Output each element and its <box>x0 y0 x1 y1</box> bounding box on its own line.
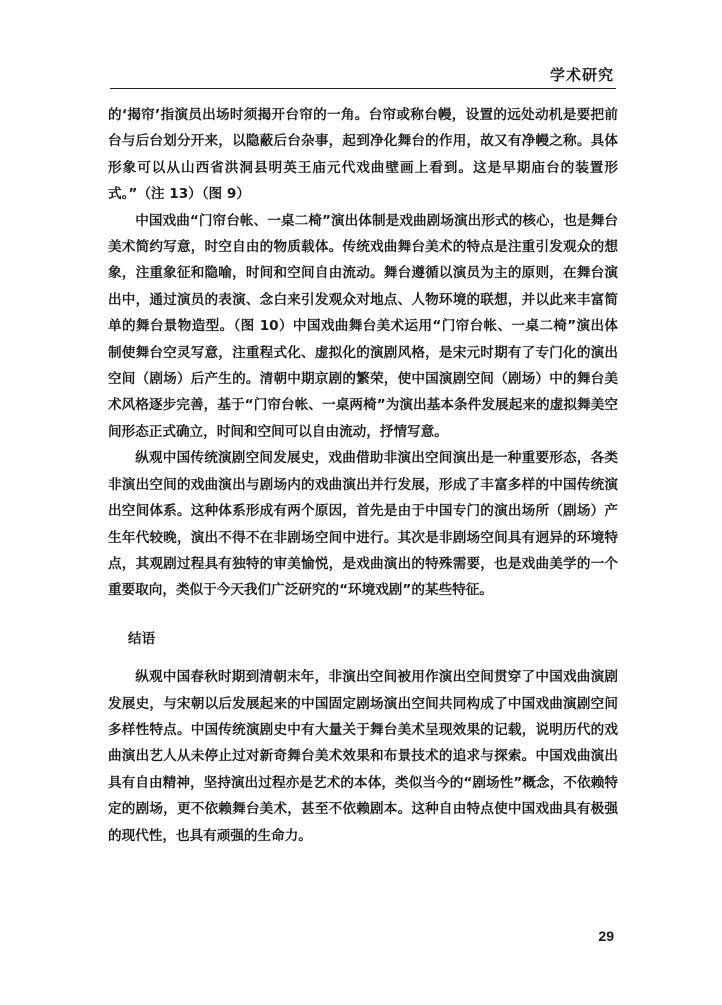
page-number: 29 <box>598 928 614 944</box>
header-divider <box>110 88 616 89</box>
running-header-title: 学术研究 <box>549 66 614 84</box>
article-body <box>108 102 618 849</box>
paragraph-performance-space: 纵观中国传统演剧空间发展史，戏曲借助非演出空间演出是一种重要形态，各类非演出空间的戏曲演出与剧场内的戏曲演出并行发展，形成了丰富多样的中国传统演出空间体系。这种体系形成有两个原因，首先是由于中国专门的演出场所（剧场）产生年代较晚，演出不得不在非剧场空间中进行。其次是非剧场空间具有迥异的环境特点，其观剧过程具有独特的审美愉悦，是戏曲演出的特殊需要，也是戏曲美学的一个重要取向，类似于今天我们广泛研究的“环境戏剧”的某些特征。 <box>108 450 618 599</box>
paragraph-conclusion: 纵观中国春秋时期到清朝末年，非演出空间被用作演出空间贯穿了中国戏曲演剧发展史，与宋朝以后发展起来的中国固定剧场演出空间共同构成了中国戏曲演剧空间多样性特点。中国传统演剧史中有大量关于舞台美术呈现效果的记载，说明历代的戏曲演出艺人从未停止过对新奇舞台美术效果和布景技术的追求与探索。中国戏曲演出具有自由精神，坚持演出过程亦是艺术的本体，类似当今的“剧场性”概念，不依赖特定的剧场，更不依赖舞台美术，甚至不依赖剧本。这种自由特点使中国戏曲具有极强的现代性，也具有顽强的生命力。 <box>108 669 618 844</box>
paragraph-continued: 的‘揭帘’指演员出场时须揭开台帘的一角。台帘或称台幔，设置的远处动机是要把前台与后台划分开来，以隐蔽后台杂事，起到净化舞台的作用，故又有净幔之称。具体形象可以从山西省洪洞县明英王庙元代戏曲壁画上看到。这是早期庙台的装置形式。”（注 13）（图 9） <box>108 107 618 203</box>
section-heading-conclusion: 结语 <box>128 630 156 647</box>
paragraph-stage-system: 中国戏曲“门帘台帐、一桌二椅”演出体制是戏曲剧场演出形式的核心，也是舞台美术简约写意，时空自由的物质载体。传统戏曲舞台美术的特点是注重引发观众的想象，注重象征和隐喻，时间和空间自由流动。舞台遵循以演员为主的原则，在舞台演出中，通过演员的表演、念白来引发观众对地点、人物环境的联想，并以此来丰富简单的舞台景物造型。（图 10）中国戏曲舞台美术运用“门帘台帐、一桌二椅”演出体制使舞台空灵写意，注重程式化、虚拟化的演剧风格，是宋元时期有了专门化的演出空间（剧场）后产生的。清朝中期京剧的繁荣，使中国演剧空间（剧场）中的舞台美术风格逐步完善，基于“门帘台帐、一桌两椅”为演出基本条件发展起来的虚拟舞美空间形态正式确立，时间和空间可以自由流动，抒情写意。 <box>108 212 618 440</box>
